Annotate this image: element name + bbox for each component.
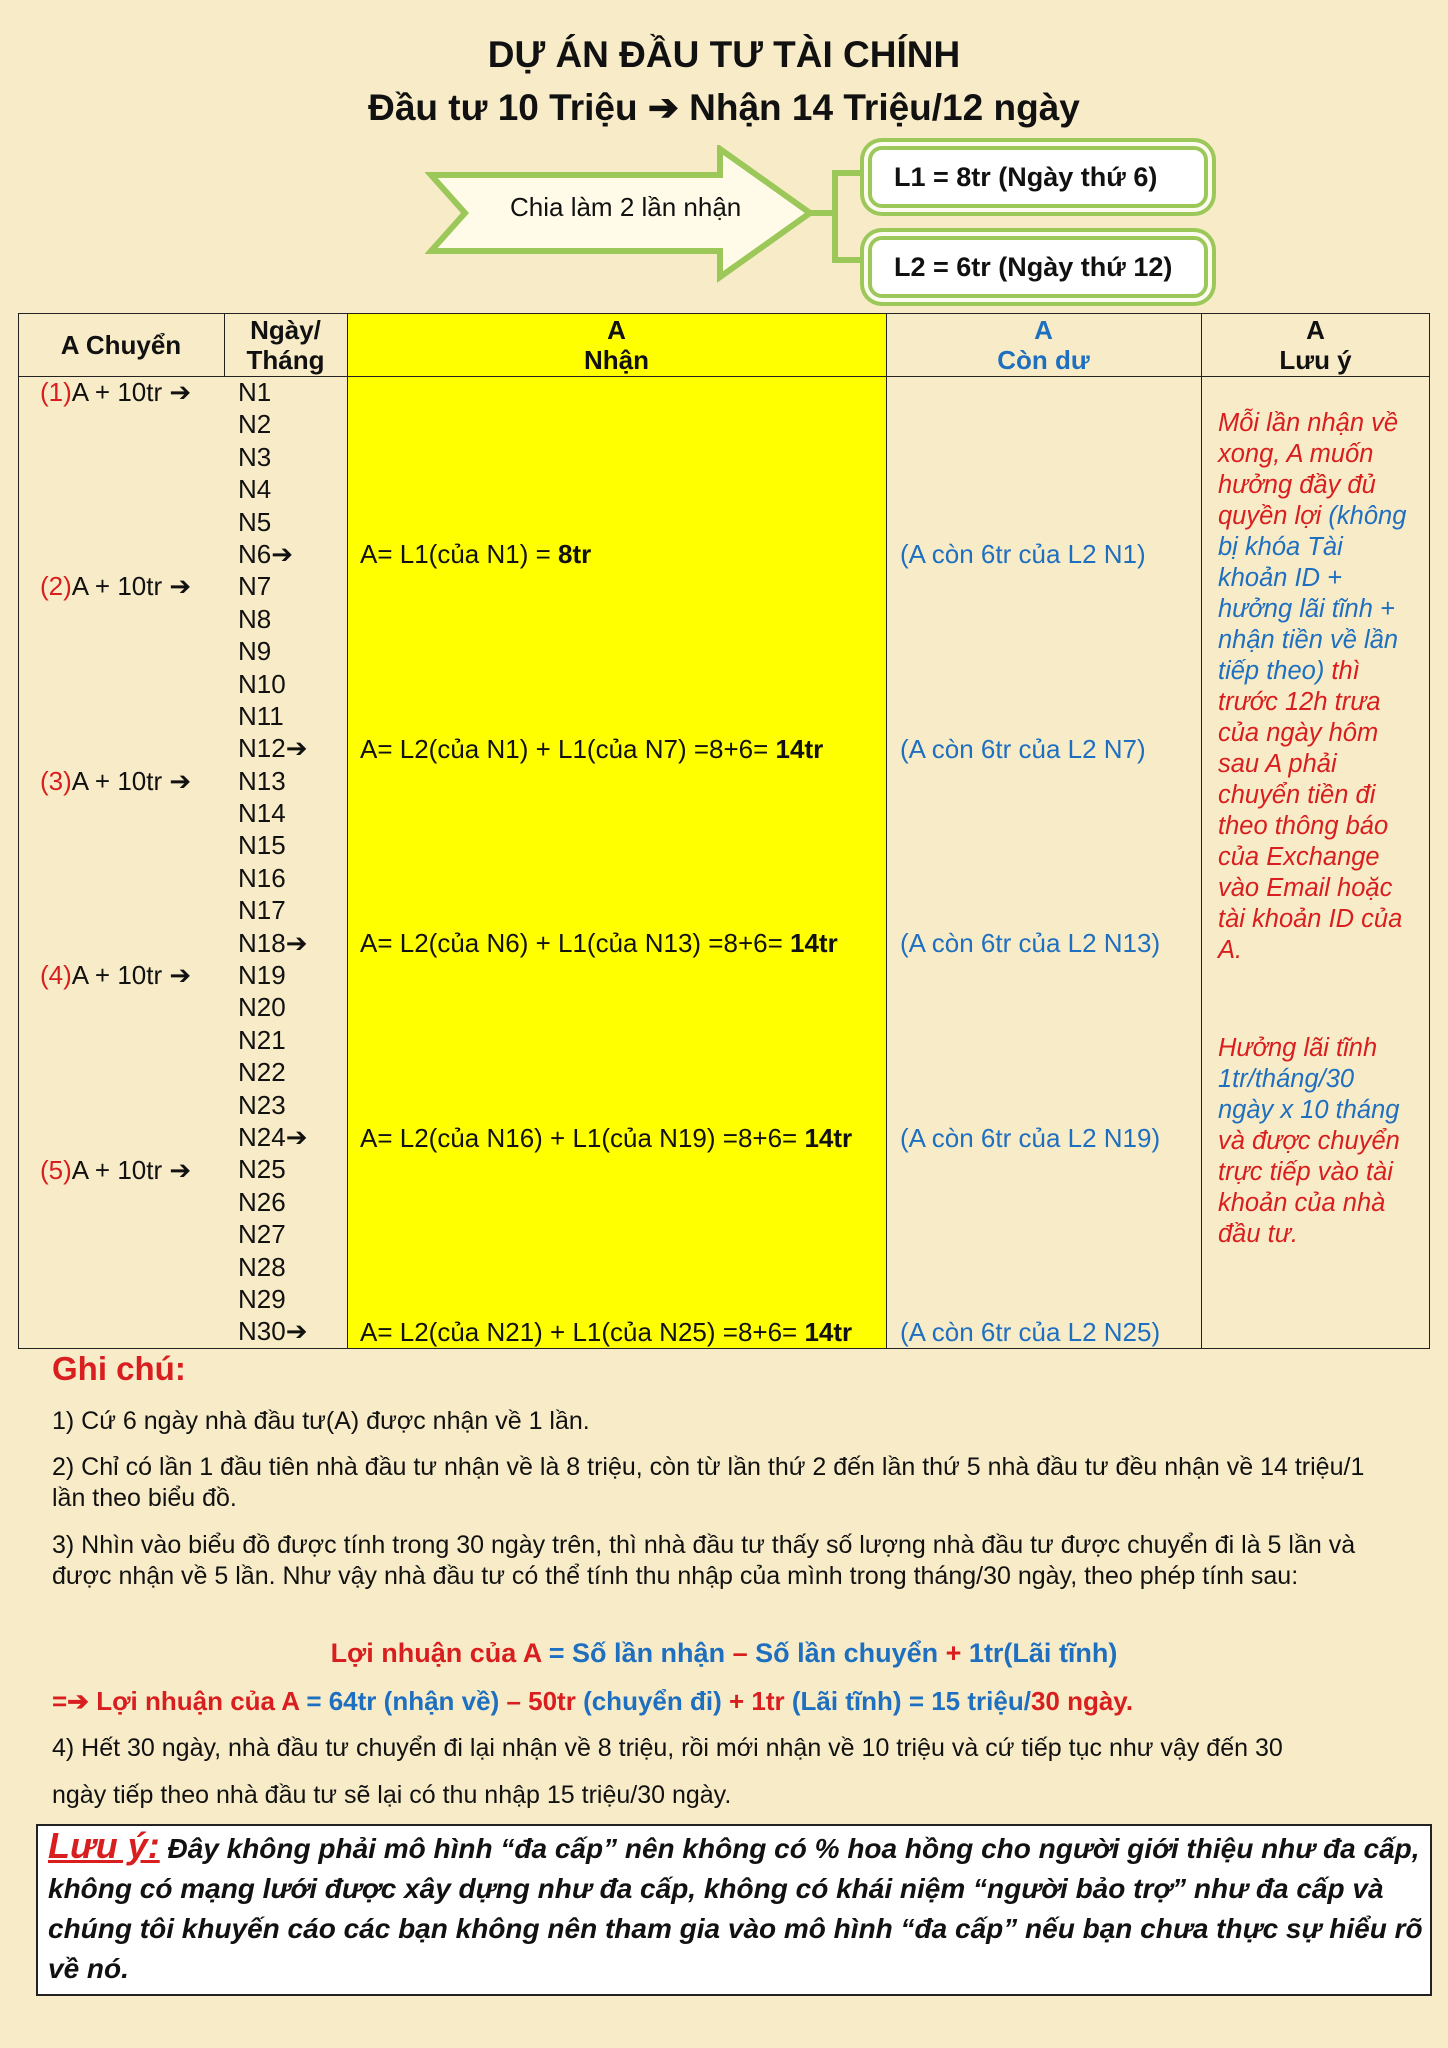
header-remain (886, 313, 1201, 376)
day-cell: N22 (238, 1057, 286, 1088)
header-note-line1: A (1306, 314, 1325, 345)
notes-heading: Ghi chú: (52, 1350, 186, 1387)
day-column (238, 376, 307, 1348)
transfer-text: A + 10tr ➔ (71, 1155, 192, 1185)
note-paragraph-2: 2) Chỉ có lần 1 đầu tiên nhà đầu tư nhận về là 8 triệu, còn từ lần thứ 2 đến lần thứ 5 nhà đầu tư đều nhận về 14 triệu/1 lần theo biểu đồ. (52, 1453, 1365, 1512)
day-cell: N8 (238, 603, 272, 634)
day-cell: N1 (238, 377, 272, 407)
note-fragment: A. (1218, 936, 1243, 964)
day-cell: N21 (238, 1024, 286, 1055)
formula-part: (chuyển đi) (583, 1686, 722, 1716)
transfer-row (40, 765, 191, 797)
transfer-row (40, 570, 191, 602)
note-fragment: xong, A muốn (1218, 440, 1374, 468)
note-line (1218, 656, 1418, 687)
note-fragment: (không (1328, 502, 1407, 530)
note-fragment: thì (1331, 657, 1360, 685)
transfer-num: (1) (40, 377, 72, 407)
formula-part: 1tr(Lãi tĩnh) (968, 1638, 1118, 1668)
note-fragment: quyền lợi (1218, 502, 1329, 530)
day-cell: N5 (238, 506, 272, 537)
note-line (1218, 594, 1418, 625)
note-fragment: tiếp theo) (1218, 657, 1332, 685)
warning-text (48, 1826, 1423, 1989)
note-block-1 (1218, 408, 1418, 966)
formula-part: – 50tr (499, 1686, 584, 1716)
note-fragment: khoản ID + (1218, 564, 1343, 592)
day-cell: N4 (238, 474, 272, 505)
receipt-text: A= L1(của N1) = (360, 539, 558, 569)
day-cell: N13 (238, 765, 286, 796)
note-fragment: 1tr/tháng/30 (1218, 1065, 1355, 1093)
page-title: DỰ ÁN ĐẦU TƯ TÀI CHÍNH (487, 34, 961, 75)
header-date-line1: Ngày/ (250, 314, 321, 345)
remain-row: (A còn 6tr của L2 N19) (900, 1123, 1161, 1153)
subtitle-arrow-icon: ➔ (647, 87, 679, 128)
note-fragment: khoản của nhà (1218, 1189, 1386, 1217)
header-transfer (18, 313, 224, 376)
day-cell: N12➔ (238, 733, 308, 764)
day-cell: N19 (238, 960, 286, 991)
formula-part: – (725, 1638, 756, 1668)
note-line (1218, 904, 1418, 935)
transfer-num: (3) (40, 766, 72, 796)
formula-part: Số lần nhận (572, 1638, 726, 1668)
page-subtitle (0, 86, 1448, 129)
transfer-num: (2) (40, 571, 72, 601)
formula-part: (Lãi tĩnh) (791, 1686, 902, 1716)
formula-part: Số lần chuyển (755, 1638, 939, 1668)
header-note-line2: Lưu ý (1279, 344, 1352, 375)
day-cell: N6➔ (238, 538, 294, 569)
col-divider-4 (1201, 313, 1202, 1349)
note-line (1218, 1126, 1418, 1157)
note-line (1218, 1219, 1418, 1250)
note-fragment: hưởng đầy đủ (1218, 471, 1376, 499)
formula-part: Lợi nhuận của A (330, 1638, 542, 1668)
day-cell: N25 (238, 1154, 286, 1185)
formula-part: (nhận về) (383, 1686, 500, 1716)
note-fragment: trực tiếp vào tài (1218, 1158, 1393, 1186)
note-fragment: đầu tư. (1218, 1220, 1298, 1248)
note-line (1218, 1157, 1418, 1188)
receipt-row (360, 538, 591, 570)
day-cell: N29 (238, 1283, 286, 1314)
note-fragment: và được chuyển (1218, 1127, 1400, 1155)
formula-part: + (938, 1638, 969, 1668)
note-line (1218, 687, 1418, 718)
day-cell: N11 (238, 700, 284, 731)
remain-row: (A còn 6tr của L2 N7) (900, 734, 1146, 764)
note-line (1218, 625, 1418, 656)
note-line (1218, 470, 1418, 501)
receipt-amount: 14tr (804, 1317, 853, 1347)
header-date-line2: Tháng (246, 344, 325, 375)
remain-row: (A còn 6tr của L2 N25) (900, 1317, 1161, 1347)
note-paragraph-4: 4) Hết 30 ngày, nhà đầu tư chuyển đi lại nhận về 8 triệu, rồi mới nhận về 10 triệu và cứ tiếp tục như vậy đến 30 (52, 1734, 1283, 1762)
formula-part: = (541, 1638, 573, 1668)
arrow-label: Chia làm 2 lần nhận (510, 192, 742, 222)
note-line (1218, 842, 1418, 873)
note-line (1218, 1064, 1418, 1095)
receipt-amount: 14tr (775, 734, 824, 764)
warning-label: Lưu ý: (48, 1825, 160, 1866)
col-divider-2 (347, 313, 348, 1349)
header-note (1201, 313, 1430, 376)
receipt-text: A= L2(của N6) + L1(của N13) =8+6= (360, 928, 790, 958)
note-fragment: hưởng lãi tĩnh + (1218, 595, 1395, 623)
formula-part: 30 ngày. (1030, 1686, 1134, 1716)
transfer-num: (4) (40, 960, 72, 990)
note-fragment: ngày x 10 tháng (1218, 1096, 1400, 1124)
day-cell: N17 (238, 895, 286, 926)
day-cell: N9 (238, 636, 272, 667)
receipt-row (360, 1316, 852, 1348)
receipt-text: A= L2(của N21) + L1(của N25) =8+6= (360, 1317, 805, 1347)
note-fragment: chuyển tiền đi (1218, 781, 1376, 809)
formula-line-2 (52, 1686, 1133, 1717)
receipt-row (360, 927, 838, 959)
day-cell: N10 (238, 668, 286, 699)
note-fragment: của ngày hôm (1218, 719, 1379, 747)
note-paragraph-4b: ngày tiếp theo nhà đầu tư sẽ lại có thu nhập 15 triệu/30 ngày. (52, 1781, 732, 1809)
header-remain-line1: A (1034, 314, 1053, 345)
day-cell: N24➔ (238, 1121, 308, 1152)
day-cell: N15 (238, 830, 286, 861)
receipt-text: A= L2(của N16) + L1(của N19) =8+6= (360, 1123, 805, 1153)
note-line (1218, 408, 1418, 439)
remain-row: (A còn 6tr của L2 N13) (900, 928, 1161, 958)
transfer-row (40, 959, 191, 991)
formula-part: =➔ Lợi nhuận của A (52, 1686, 300, 1716)
day-cell: N23 (238, 1089, 286, 1120)
subtitle-right: Nhận 14 Triệu/12 ngày (689, 87, 1080, 128)
receipt-row (360, 1122, 852, 1154)
note-block-2 (1218, 1033, 1418, 1250)
transfer-text: A + 10tr ➔ (71, 766, 192, 796)
day-cell: N7 (238, 571, 272, 602)
note-fragment: tài khoản ID của (1218, 905, 1403, 933)
header-transfer-label: A Chuyển (60, 329, 182, 360)
receipt-amount: 14tr (804, 1123, 853, 1153)
remain-row: (A còn 6tr của L2 N1) (900, 539, 1146, 569)
header-divider (18, 376, 1430, 377)
bracket-connector-lower (835, 213, 865, 260)
note-line (1218, 780, 1418, 811)
header-date (224, 313, 347, 376)
header-receive-line2: Nhận (584, 344, 649, 375)
note-fragment: vào Email hoặc (1218, 874, 1393, 902)
note-line (1218, 935, 1418, 966)
note-line (1218, 718, 1418, 749)
header-remain-line2: Còn dư (997, 344, 1090, 375)
note-line (1218, 563, 1418, 594)
day-cell: N3 (238, 441, 272, 472)
day-cell: N18➔ (238, 927, 308, 958)
formula-part: = 15 triệu/ (901, 1686, 1031, 1716)
receipt-row (360, 733, 823, 765)
receipt-amount: 14tr (790, 928, 838, 958)
note-line (1218, 1095, 1418, 1126)
transfer-row (40, 376, 191, 408)
day-cell: N20 (238, 992, 286, 1023)
note-fragment: trước 12h trưa (1218, 688, 1381, 716)
day-cell: N14 (238, 798, 286, 829)
note-line (1218, 811, 1418, 842)
transfer-text: A + 10tr ➔ (71, 571, 192, 601)
note-line (1218, 873, 1418, 904)
transfer-row (40, 1154, 191, 1186)
note-fragment: Hưởng lãi tĩnh (1218, 1034, 1378, 1062)
header-receive (347, 313, 886, 376)
receipt-amount: 8tr (558, 539, 592, 569)
col-divider-3 (886, 313, 887, 1349)
note-line (1218, 749, 1418, 780)
note-fragment: sau A phải (1218, 750, 1337, 778)
note-fragment: bị khóa Tài (1218, 533, 1343, 561)
note-line (1218, 532, 1418, 563)
box-l1: L1 = 8tr (Ngày thứ 6) (868, 146, 1208, 208)
box-l2: L2 = 6tr (Ngày thứ 12) (868, 236, 1208, 298)
day-cell: N16 (238, 862, 286, 893)
note-line (1218, 439, 1418, 470)
formula-line-1 (0, 1638, 1448, 1669)
day-cell: N2 (238, 409, 272, 440)
subtitle-left: Đầu tư 10 Triệu (368, 87, 638, 128)
note-fragment: theo thông báo (1218, 812, 1389, 840)
note-fragment: nhận tiền về lần (1218, 626, 1399, 654)
warning-body: Đây không phải mô hình “đa cấp” nên không có % hoa hồng cho người giới thiệu như đa cấp, không có mạng lưới được xây dựng như đa cấp, không có khái niệm “người bảo trợ” như đa cấp và chúng tôi khuyến cáo các bạn không nên tham gia vào mô hình “đa cấp” nếu bạn chưa thực sự hiểu rõ về nó. (48, 1833, 1423, 1984)
note-fragment: của Exchange (1218, 843, 1380, 871)
header-receive-line1: A (607, 314, 626, 345)
day-cell: N30➔ (238, 1316, 308, 1347)
note-line (1218, 501, 1418, 532)
day-cell: N26 (238, 1186, 286, 1217)
transfer-num: (5) (40, 1155, 72, 1185)
receipt-text: A= L2(của N1) + L1(của N7) =8+6= (360, 734, 776, 764)
bracket-connector (810, 173, 865, 213)
transfer-text: A + 10tr ➔ (71, 377, 192, 407)
note-paragraph-3: 3) Nhìn vào biểu đồ được tính trong 30 ngày trên, thì nhà đầu tư thấy số lượng nhà đầu tư được chuyển đi là 5 lần và được nhận về 5 lần. Như vậy nhà đầu tư có thể tính thu nhập của mình trong tháng/30 ngày, theo phép tính sau: (52, 1531, 1356, 1590)
formula-part: = 64tr (299, 1686, 384, 1716)
note-paragraph-1: 1) Cứ 6 ngày nhà đầu tư(A) được nhận về 1 lần. (52, 1407, 590, 1435)
note-line (1218, 1188, 1418, 1219)
note-line (1218, 1033, 1418, 1064)
day-cell: N28 (238, 1251, 286, 1282)
transfer-text: A + 10tr ➔ (71, 960, 192, 990)
note-fragment: Mỗi lần nhận về (1218, 409, 1399, 437)
formula-part: + 1tr (721, 1686, 792, 1716)
day-cell: N27 (238, 1219, 286, 1250)
